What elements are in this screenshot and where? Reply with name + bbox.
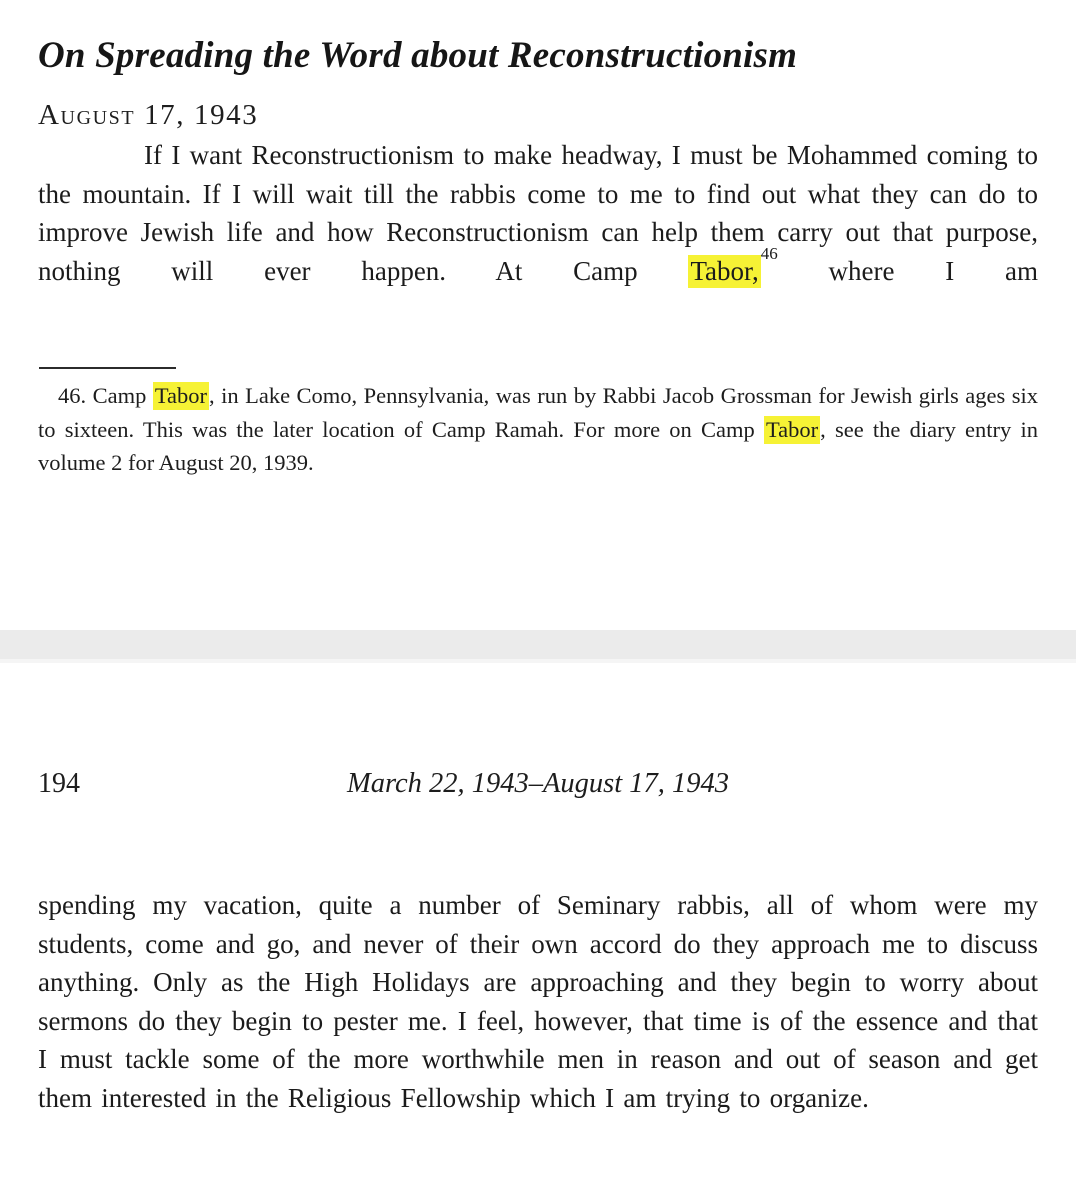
footnote-46 bbox=[38, 379, 1038, 480]
entry-date-heading: August 17, 1943 bbox=[38, 99, 259, 131]
page-header-row bbox=[0, 768, 1076, 808]
entry-text-before-highlight: If I want Reconstructionism to make headway, I must be Mohammed coming to the mountain. If I will wait till the rabbis come to me to find out what they can do to improve Jewish life and how Reconstructionism can help them carry out that purpose, nothing will ever happen. At Camp bbox=[38, 140, 1038, 286]
entry-title: On Spreading the Word about Reconstructionism bbox=[38, 35, 798, 76]
search-highlight-tabor-2: Tabor bbox=[154, 383, 207, 408]
footnote-text-part2: , in Lake Como, Pennsylvania, was run by Rabbi Jacob Grossman for Jewish girls ages six to sixteen. This was the later location of Camp Ramah. For more on Camp bbox=[38, 383, 1038, 442]
page-scan-break-band bbox=[0, 630, 1076, 659]
running-head: March 22, 1943–August 17, 1943 bbox=[346, 768, 730, 799]
footnote-number: 46. bbox=[58, 383, 87, 408]
entry-text-after-highlight: where I am bbox=[777, 255, 1039, 286]
continuation-paragraph: spending my vacation, quite a number of Seminary rabbis, all of whom were my students, come and go, and never of their own accord do they approach me to discuss anything. Only as the High Holidays are approaching and they begin to worry about sermons do they begin to pester me. I feel, however, that time is of the essence and that I must tackle some of the more worthwhile men in reason and out of season and get them interested in the Religious Fellowship which I am trying to organize. bbox=[38, 890, 1038, 1113]
page-number: 194 bbox=[38, 768, 80, 799]
search-highlight-tabor-3: Tabor bbox=[765, 416, 819, 442]
search-highlight-tabor-1: Tabor, bbox=[690, 255, 759, 286]
diary-entry-paragraph bbox=[38, 136, 1038, 290]
footnote-text-part3: , see the diary entry in volume 2 for August 20, 1939. bbox=[38, 416, 1039, 475]
footnote-text-part1: Camp bbox=[86, 383, 153, 408]
footnote-reference-46: 46 bbox=[760, 243, 778, 263]
footnote-divider-rule bbox=[39, 367, 176, 369]
